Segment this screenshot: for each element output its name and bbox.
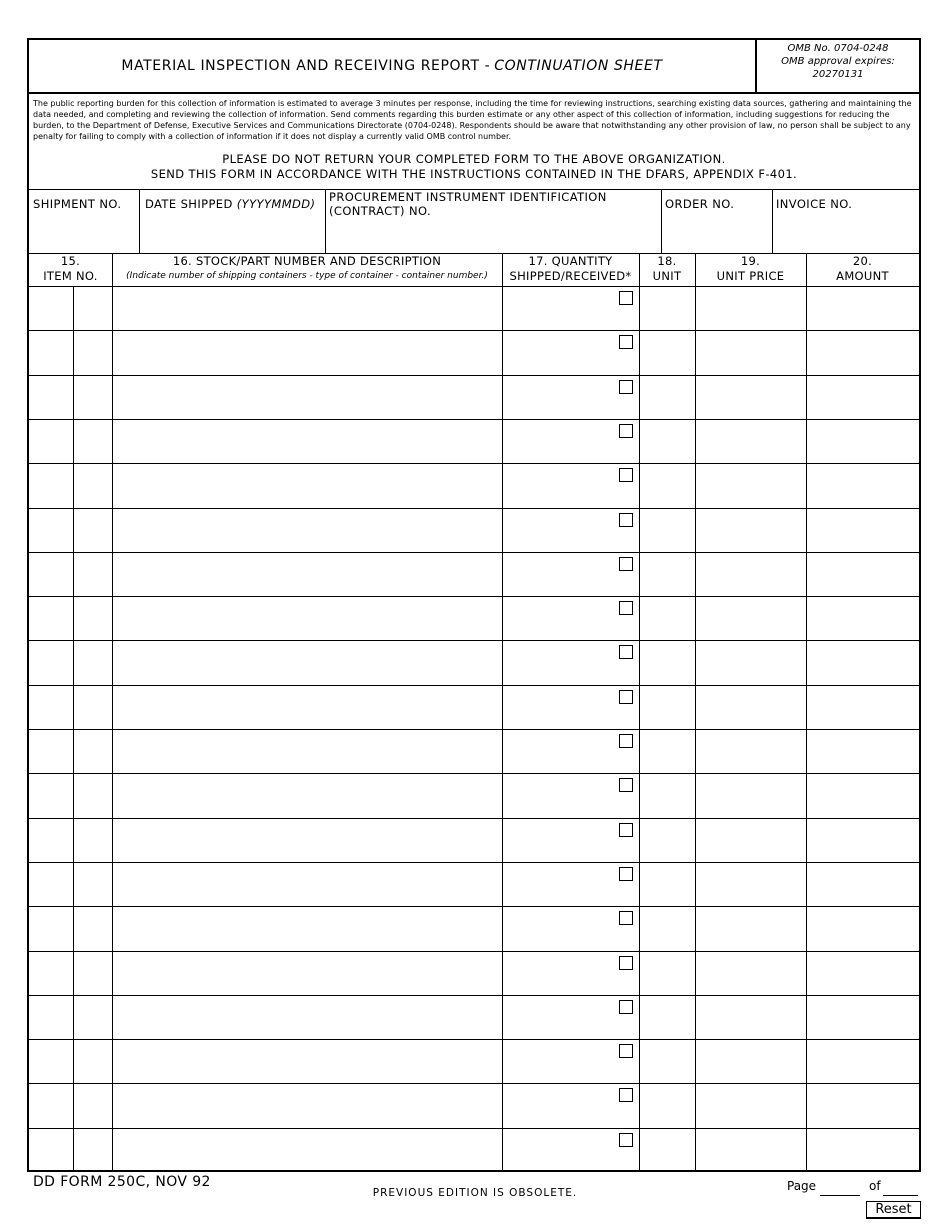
quantity-received-checkbox[interactable] <box>619 734 633 748</box>
row-divider <box>29 596 919 597</box>
form-header <box>29 40 919 94</box>
col-20-number: 20. <box>852 254 873 268</box>
omb-block <box>757 42 919 90</box>
burden-statement: The public reporting burden for this collection of information is estimated to average 3 minutes per response, including the time for reviewing instructions, searching existing data sources, gathering and maintaining the data needed, and completing and reviewing the collection of information. Send comments regarding this burden estimate or any other aspect of this collection of information, including suggestions for reducing the burden, to the Department of Defense, Executive Services and Communications Directorate (0704-0248). Respondents should be aware that notwithstanding any other provision of law, no person shall be subject to any penalty for failing to comply with a collection of information if it does not display a currently valid OMB control number. <box>33 99 912 141</box>
row-divider <box>29 995 919 996</box>
divider-v <box>139 189 140 253</box>
col-quantity-header <box>502 254 639 286</box>
divider-v <box>661 189 662 253</box>
form-title <box>29 40 757 92</box>
quantity-received-checkbox[interactable] <box>619 867 633 881</box>
col-19-label: UNIT PRICE <box>716 269 785 283</box>
col-17-label: 17. QUANTITY <box>528 254 613 268</box>
divider-v <box>502 253 503 1172</box>
shipment-no-field[interactable]: SHIPMENT NO. <box>33 197 122 211</box>
quantity-received-checkbox[interactable] <box>619 690 633 704</box>
row-divider <box>29 419 919 420</box>
col-unit-price-header <box>695 254 806 286</box>
row-divider <box>29 508 919 509</box>
form-id: DD FORM 250C, NOV 92 <box>33 1174 211 1190</box>
form-title-main: MATERIAL INSPECTION AND RECEIVING REPORT - <box>121 58 491 74</box>
form-title-italic: CONTINUATION SHEET <box>494 58 663 74</box>
divider-v <box>112 253 113 1172</box>
quantity-received-checkbox[interactable] <box>619 1088 633 1102</box>
col-17-sub: SHIPPED/RECEIVED* <box>509 269 632 283</box>
omb-expires-date: 20270131 <box>812 69 864 80</box>
row-divider <box>29 862 919 863</box>
row-divider <box>29 640 919 641</box>
of-label: of <box>869 1179 881 1193</box>
quantity-received-checkbox[interactable] <box>619 380 633 394</box>
row-divider <box>29 552 919 553</box>
notice-line-1: PLEASE DO NOT RETURN YOUR COMPLETED FORM TO THE ABOVE ORGANIZATION. <box>222 152 726 166</box>
col-item-no-header <box>29 254 112 286</box>
row-divider <box>29 685 919 686</box>
row-divider <box>29 1083 919 1084</box>
col-16-label: 16. STOCK/PART NUMBER AND DESCRIPTION <box>172 254 442 268</box>
row-divider <box>29 330 919 331</box>
col-unit-header <box>639 254 695 286</box>
row-divider <box>29 463 919 464</box>
quantity-received-checkbox[interactable] <box>619 335 633 349</box>
row-divider <box>29 773 919 774</box>
divider-v <box>695 253 696 1172</box>
quantity-received-checkbox[interactable] <box>619 778 633 792</box>
quantity-received-checkbox[interactable] <box>619 645 633 659</box>
date-format-label: (YYYYMMDD) <box>236 197 316 211</box>
divider-v <box>806 253 807 1172</box>
row-divider <box>29 906 919 907</box>
col-18-number: 18. <box>657 254 677 268</box>
form-frame <box>27 38 921 1172</box>
edition-note: PREVIOUS EDITION IS OBSOLETE. <box>372 1187 578 1199</box>
quantity-received-checkbox[interactable] <box>619 601 633 615</box>
piid-label-line-1: PROCUREMENT INSTRUMENT IDENTIFICATION <box>329 190 607 204</box>
return-notice <box>29 152 919 182</box>
quantity-received-checkbox[interactable] <box>619 911 633 925</box>
col-16-sub: (Indicate number of shipping containers - type of container - container number.) <box>126 271 488 281</box>
page-label: Page <box>787 1179 817 1193</box>
page-total-field[interactable] <box>883 1195 918 1196</box>
col-19-number: 19. <box>740 254 761 268</box>
row-divider <box>29 1039 919 1040</box>
quantity-received-checkbox[interactable] <box>619 291 633 305</box>
reset-button[interactable]: Reset <box>866 1201 921 1219</box>
page-number-field[interactable] <box>820 1195 860 1196</box>
row-divider <box>29 818 919 819</box>
divider-body-top <box>29 286 919 287</box>
piid-label-line-2: (CONTRACT) NO. <box>329 204 432 218</box>
divider-v <box>772 189 773 253</box>
row-divider <box>29 951 919 952</box>
quantity-received-checkbox[interactable] <box>619 1000 633 1014</box>
omb-expires-label: OMB approval expires: <box>781 56 895 67</box>
date-shipped-label: DATE SHIPPED <box>145 197 233 211</box>
quantity-received-checkbox[interactable] <box>619 557 633 571</box>
col-amount-header <box>806 254 919 286</box>
order-no-field[interactable]: ORDER NO. <box>665 197 735 211</box>
divider-v <box>325 189 326 253</box>
row-divider <box>29 1128 919 1129</box>
col-18-label: UNIT <box>652 269 682 283</box>
col-20-label: AMOUNT <box>836 269 889 283</box>
quantity-received-checkbox[interactable] <box>619 1044 633 1058</box>
col-description-header <box>112 254 502 286</box>
contract-no-field[interactable] <box>329 190 607 218</box>
divider-v <box>639 253 640 1172</box>
date-shipped-field[interactable] <box>145 197 315 211</box>
col-15-number: 15. <box>60 254 81 268</box>
quantity-received-checkbox[interactable] <box>619 424 633 438</box>
notice-line-2: SEND THIS FORM IN ACCORDANCE WITH THE INSTRUCTIONS CONTAINED IN THE DFARS, APPENDIX F-401. <box>150 167 798 181</box>
quantity-received-checkbox[interactable] <box>619 513 633 527</box>
quantity-received-checkbox[interactable] <box>619 823 633 837</box>
quantity-received-checkbox[interactable] <box>619 956 633 970</box>
omb-number: OMB No. 0704-0248 <box>787 43 889 54</box>
col-15-label: ITEM NO. <box>43 269 98 283</box>
row-divider <box>29 729 919 730</box>
invoice-no-field[interactable]: INVOICE NO. <box>776 197 853 211</box>
quantity-received-checkbox[interactable] <box>619 468 633 482</box>
quantity-received-checkbox[interactable] <box>619 1133 633 1147</box>
row-divider <box>29 375 919 376</box>
